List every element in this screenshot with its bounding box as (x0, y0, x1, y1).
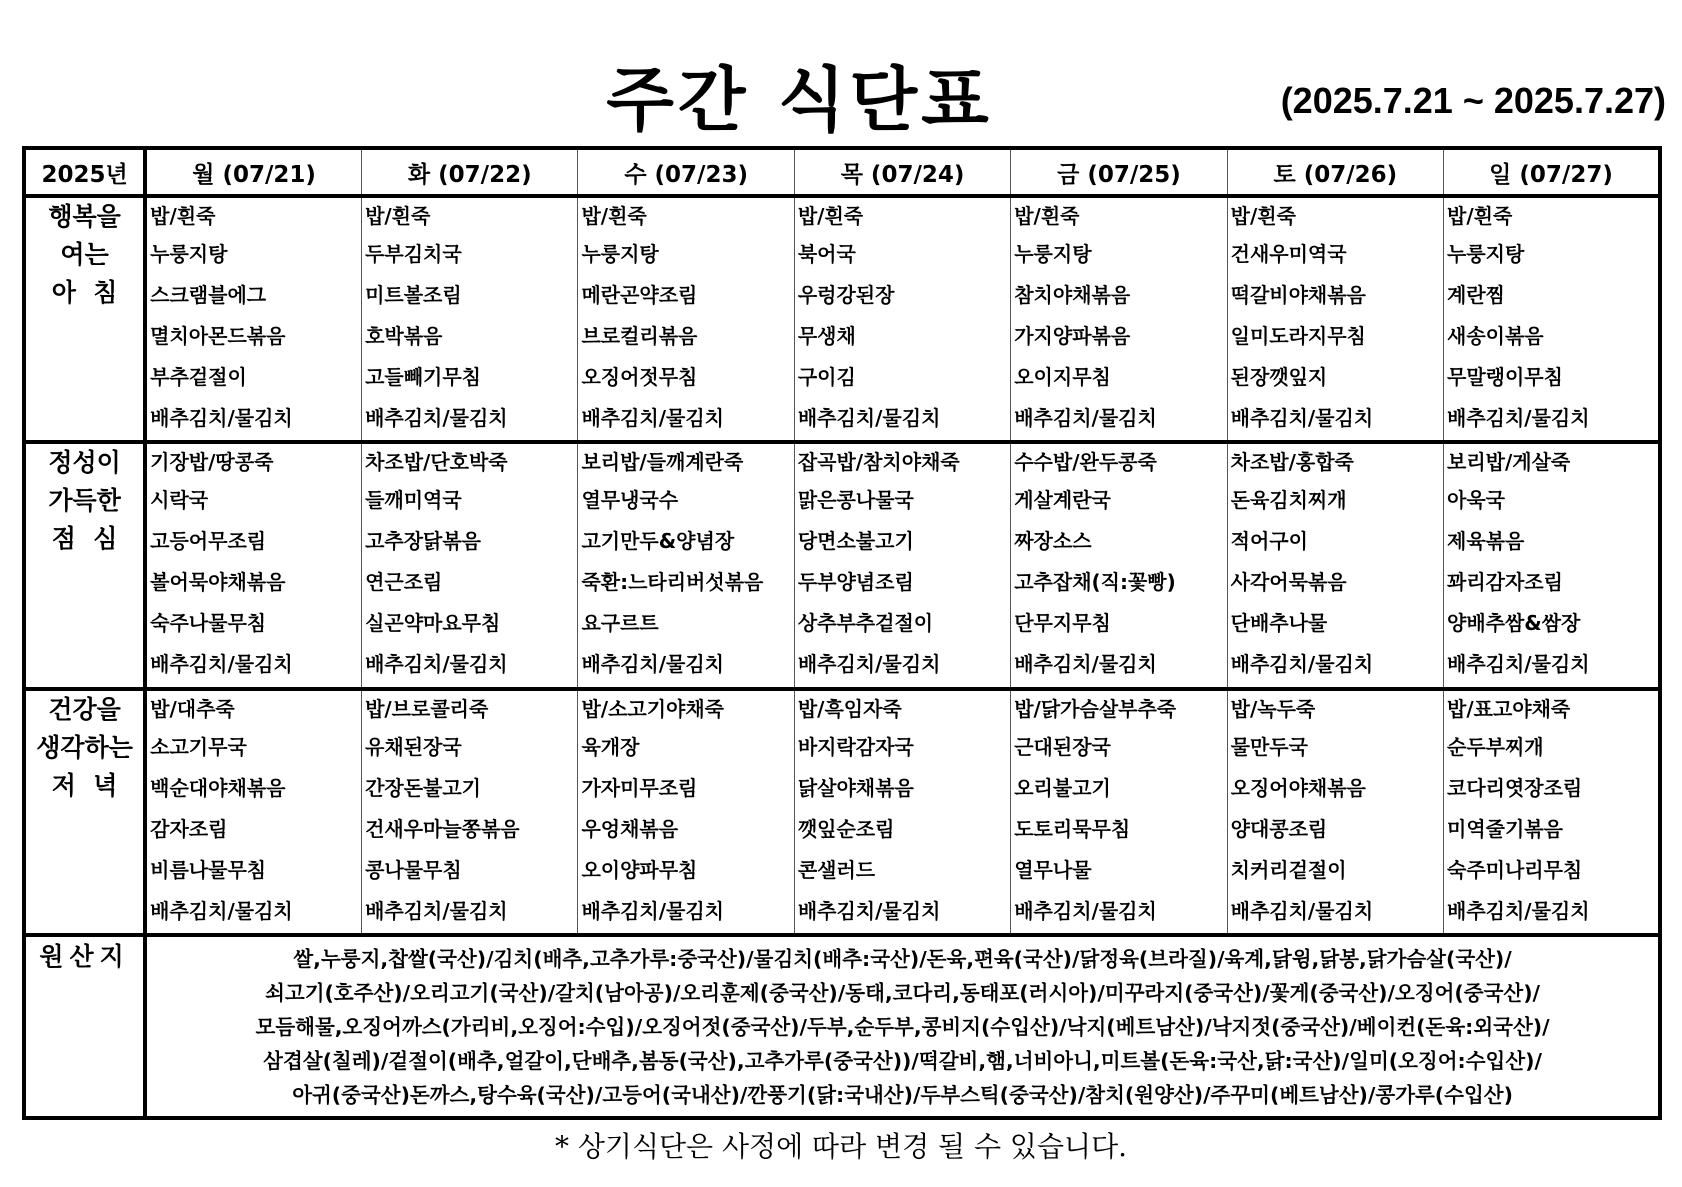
menu-list (362, 691, 577, 932)
menu-cell (794, 689, 1010, 935)
menu-item: 오이지무침 (1014, 365, 1111, 389)
menu-item: 아욱국 (1447, 488, 1505, 513)
menu-item: 미트볼조림 (365, 283, 462, 307)
menu-cell (1227, 689, 1443, 935)
menu-item: 스크램블에그 (150, 283, 267, 307)
menu-list (1011, 691, 1226, 932)
origin-line: 쇠고기(호주산)/오리고기(국산)/갈치(남아공)/오리훈제(중국산)/동태,코다리,동태포(러시아)/미꾸라지(중국산)/꽃게(중국산)/오징어(중국산)/ (265, 980, 1541, 1005)
menu-item: 오징어젓무침 (581, 365, 698, 389)
menu-item: 밥/흰죽 (1014, 204, 1080, 228)
page-title: 주간 식단표 (606, 59, 993, 141)
menu-item: 감자조림 (150, 816, 228, 841)
menu-item: 배추김치/물김치 (365, 898, 508, 923)
menu-item: 떡갈비야채볶음 (1230, 283, 1366, 307)
menu-item: 밥/소고기야채죽 (581, 696, 724, 721)
menu-item: 배추김치/물김치 (581, 652, 724, 677)
menu-item: 밥/흰죽 (150, 204, 216, 228)
menu-item: 근대된장국 (1014, 734, 1111, 759)
menu-item: 도토리묵무침 (1014, 816, 1131, 841)
menu-item: 밥/브로콜리죽 (365, 696, 489, 721)
menu-item: 배추김치/물김치 (150, 898, 293, 923)
meal-label-lunch (24, 442, 145, 688)
menu-item: 유채된장국 (365, 734, 462, 759)
menu-item: 호박볶음 (365, 324, 443, 348)
menu-item: 메란곤약조림 (581, 283, 698, 307)
origin-label: 원산지 (24, 935, 145, 1118)
meal-label-line: 정성이 (48, 448, 121, 478)
menu-cell (362, 196, 578, 442)
menu-cell (1227, 196, 1443, 442)
menu-item: 계란찜 (1447, 283, 1505, 307)
menu-item: 배추김치/물김치 (365, 652, 508, 677)
menu-item: 사각어묵볶음 (1230, 570, 1347, 595)
menu-item: 배추김치/물김치 (1230, 406, 1374, 430)
menu-item: 고추장닭볶음 (365, 529, 481, 554)
menu-item: 치커리겉절이 (1230, 857, 1347, 882)
day-header: 화 (07/22) (362, 148, 578, 196)
menu-list (1011, 444, 1226, 685)
menu-item: 일미도라지무침 (1230, 324, 1366, 348)
menu-item: 배추김치/물김치 (1014, 652, 1157, 677)
origin-text (145, 935, 1660, 1118)
menu-cell (794, 196, 1010, 442)
menu-item: 배추김치/물김치 (1447, 406, 1590, 430)
meal-label-line: 행복을 (48, 202, 121, 231)
weekly-menu-table (22, 146, 1662, 1120)
menu-item: 배추김치/물김치 (1230, 652, 1374, 677)
menu-cell (362, 689, 578, 935)
date-range: (2025.7.21 ~ 2025.7.27) (1280, 80, 1666, 121)
menu-list (362, 198, 577, 439)
menu-item: 숙주미나리무침 (1447, 857, 1583, 882)
menu-item: 적어구이 (1230, 529, 1308, 554)
menu-cell (362, 442, 578, 688)
menu-item: 시락국 (150, 488, 209, 513)
menu-item: 차조밥/홍합죽 (1230, 450, 1354, 475)
menu-item: 누룽지탕 (1014, 242, 1092, 266)
origin-line: 모듬해물,오징어까스(가리비,오징어:수입)/오징어젓(중국산)/두부,순두부,콩비지(수입산)/낙지(베트남산)/낙지젓(중국산)/베이컨(돈육:외국산)/ (255, 1014, 1550, 1039)
meal-row-dinner (24, 689, 1660, 935)
menu-item: 콩나물무침 (365, 857, 462, 882)
menu-item: 연근조림 (365, 570, 443, 595)
menu-item: 두부김치국 (365, 242, 462, 266)
menu-item: 배추김치/물김치 (581, 406, 724, 430)
menu-cell (578, 689, 794, 935)
menu-item: 가자미무조림 (581, 775, 698, 800)
menu-item: 육개장 (581, 734, 640, 759)
menu-list (1444, 198, 1658, 439)
menu-item: 고기만두&양념장 (581, 529, 735, 554)
menu-item: 배추김치/물김치 (365, 406, 508, 430)
origin-line: 아귀(중국산)돈까스,탕수육(국산)/고등어(국내산)/깐풍기(닭:국내산)/두부스틱(중국산)/참치(원양산)/주꾸미(베트남산)/콩가루(수입산) (292, 1082, 1513, 1107)
menu-item: 참치야채볶음 (1014, 283, 1131, 307)
day-header: 월 (07/21) (145, 148, 361, 196)
menu-item: 밥/흑임자죽 (797, 696, 902, 721)
meal-label-line: 점 심 (51, 524, 118, 554)
day-header: 토 (07/26) (1227, 148, 1443, 196)
menu-item: 소고기무국 (150, 734, 247, 759)
menu-item: 가지양파볶음 (1014, 324, 1131, 348)
menu-cell (1444, 442, 1660, 688)
menu-item: 밥/흰죽 (581, 204, 647, 228)
menu-item: 보리밥/들깨계란죽 (581, 450, 744, 475)
menu-item: 백순대야채볶음 (150, 775, 286, 800)
menu-item: 배추김치/물김치 (797, 406, 941, 430)
menu-item: 돈육김치찌개 (1230, 488, 1347, 513)
menu-item: 무말랭이무침 (1447, 365, 1563, 389)
menu-cell (578, 442, 794, 688)
menu-item: 우엉채볶음 (581, 816, 679, 841)
menu-item: 실곤약마요무침 (365, 611, 501, 636)
menu-list (1228, 198, 1443, 439)
menu-item: 기장밥/땅콩죽 (150, 450, 274, 475)
menu-cell (145, 689, 361, 935)
menu-list (362, 444, 577, 685)
menu-item: 들깨미역국 (365, 488, 462, 513)
origin-row (24, 935, 1660, 1118)
menu-item: 건새우마늘쫑볶음 (365, 816, 520, 841)
menu-item: 누룽지탕 (581, 242, 659, 266)
meal-label-dinner (24, 689, 145, 935)
menu-list (147, 444, 361, 685)
day-header: 수 (07/23) (578, 148, 794, 196)
menu-item: 바지락감자국 (797, 734, 914, 759)
meal-label-line: 가득한 (48, 486, 121, 516)
menu-cell (794, 442, 1010, 688)
menu-item: 배추김치/물김치 (1014, 406, 1157, 430)
change-notice: * 상기식단은 사정에 따라 변경 될 수 있습니다. (554, 1130, 1128, 1163)
menu-item: 비름나물무침 (150, 857, 267, 882)
menu-item: 맑은콩나물국 (797, 488, 914, 513)
menu-item: 누룽지탕 (150, 242, 228, 266)
menu-item: 새송이볶음 (1447, 324, 1544, 348)
menu-cell (1227, 442, 1443, 688)
menu-item: 미역줄기볶음 (1447, 816, 1563, 841)
menu-item: 배추김치/물김치 (581, 898, 724, 923)
menu-list (147, 691, 361, 932)
menu-item: 밥/녹두죽 (1230, 696, 1316, 721)
menu-list (578, 691, 793, 932)
menu-item: 간장돈불고기 (365, 775, 481, 800)
menu-item: 깻잎순조림 (797, 816, 895, 841)
origin-line: 쌀,누룽지,찹쌀(국산)/김치(배추,고추가루:중국산)/물김치(배추:국산)/돈육,편육(국산)/닭정육(브라질)/육계,닭윙,닭봉,닭가슴살(국산)/ (293, 946, 1512, 971)
menu-item: 밥/흰죽 (1447, 204, 1513, 228)
menu-item: 배추김치/물김치 (1447, 652, 1590, 677)
menu-list (795, 198, 1010, 439)
menu-item: 구이김 (797, 365, 856, 389)
menu-list (1444, 691, 1658, 932)
origin-line: 삼겹살(칠레)/겉절이(배추,얼갈이,단배추,봄동(국산),고추가루(중국산))/떡갈비,햄,너비아니,미트볼(돈육:국산,닭:국산)/일미(오징어:수입산)/ (263, 1048, 1542, 1073)
meal-label-line: 여는 (60, 240, 109, 269)
menu-item: 숙주나물무침 (150, 611, 267, 636)
year-header: 2025년 (24, 148, 145, 196)
menu-item: 보리밥/게살죽 (1447, 450, 1571, 475)
menu-item: 우렁강된장 (797, 283, 895, 307)
menu-list (795, 444, 1010, 685)
menu-item: 물만두국 (1230, 734, 1308, 759)
menu-item: 단배추나물 (1230, 611, 1328, 636)
menu-item: 차조밥/단호박죽 (365, 450, 508, 475)
menu-item: 밥/대추죽 (150, 696, 235, 721)
menu-list (1228, 691, 1443, 932)
menu-item: 양배추쌈&쌈장 (1447, 611, 1581, 636)
menu-item: 배추김치/물김치 (1447, 898, 1590, 923)
menu-item: 열무나물 (1014, 857, 1092, 882)
meal-label-line: 건강을 (48, 694, 121, 724)
meal-row-breakfast (24, 196, 1660, 442)
menu-item: 오리불고기 (1014, 775, 1111, 800)
menu-item: 브로컬리볶음 (581, 324, 698, 348)
menu-item: 볼어묵야채볶음 (150, 570, 286, 595)
menu-item: 열무냉국수 (581, 488, 679, 513)
menu-item: 코다리엿장조림 (1447, 775, 1583, 800)
menu-item: 고들빼기무침 (365, 365, 481, 389)
menu-item: 고추잡채(직:꽃빵) (1014, 570, 1176, 595)
menu-item: 고등어무조림 (150, 529, 267, 554)
menu-item: 제육볶음 (1447, 529, 1525, 554)
menu-item: 양대콩조림 (1230, 816, 1328, 841)
header-row (24, 148, 1660, 196)
menu-item: 수수밥/완두콩죽 (1014, 450, 1157, 475)
menu-item: 배추김치/물김치 (150, 652, 293, 677)
menu-cell (145, 442, 361, 688)
menu-cell (1444, 196, 1660, 442)
menu-item: 오이양파무침 (581, 857, 698, 882)
menu-item: 부추겉절이 (150, 365, 247, 389)
menu-list (1444, 444, 1658, 685)
menu-cell (1011, 442, 1227, 688)
menu-item: 잡곡밥/참치야채죽 (797, 450, 960, 475)
menu-list (795, 691, 1010, 932)
menu-item: 밥/흰죽 (1230, 204, 1296, 228)
menu-item: 밥/표고야채죽 (1447, 696, 1571, 721)
menu-item: 배추김치/물김치 (150, 406, 293, 430)
menu-item: 누룽지탕 (1447, 242, 1525, 266)
meal-row-lunch (24, 442, 1660, 688)
meal-label-line: 아 침 (51, 278, 118, 307)
day-header: 금 (07/25) (1011, 148, 1227, 196)
menu-item: 배추김치/물김치 (1230, 898, 1374, 923)
menu-item: 당면소불고기 (797, 529, 914, 554)
menu-cell (145, 196, 361, 442)
menu-list (578, 444, 793, 685)
menu-item: 된장깻잎지 (1230, 365, 1328, 389)
menu-item: 북어국 (797, 242, 856, 266)
menu-list (147, 198, 361, 439)
menu-cell (1011, 196, 1227, 442)
menu-item: 무생채 (797, 324, 856, 348)
menu-item: 요구르트 (581, 611, 659, 636)
menu-item: 게살계란국 (1014, 488, 1111, 513)
menu-item: 두부양념조림 (797, 570, 914, 595)
menu-list (578, 198, 793, 439)
menu-list (1011, 198, 1226, 439)
menu-item: 건새우미역국 (1230, 242, 1347, 266)
day-header: 일 (07/27) (1444, 148, 1660, 196)
menu-item: 짜장소스 (1014, 529, 1092, 554)
menu-item: 멸치아몬드볶음 (150, 324, 286, 348)
menu-cell (1011, 689, 1227, 935)
menu-item: 상추부추겉절이 (797, 611, 934, 636)
menu-list (1228, 444, 1443, 685)
menu-item: 밥/흰죽 (797, 204, 864, 228)
meal-label-line: 저 녁 (51, 770, 118, 800)
menu-item: 배추김치/물김치 (797, 652, 941, 677)
menu-item: 오징어야채볶음 (1230, 775, 1366, 800)
menu-item: 단무지무침 (1014, 611, 1111, 636)
menu-cell (578, 196, 794, 442)
menu-item: 순두부찌개 (1447, 734, 1544, 759)
menu-item: 콘샐러드 (797, 857, 876, 882)
menu-item: 밥/흰죽 (365, 204, 431, 228)
meal-label-breakfast (24, 196, 145, 442)
menu-item: 죽환:느타리버섯볶음 (581, 570, 764, 595)
day-header: 목 (07/24) (794, 148, 1010, 196)
menu-item: 밥/닭가슴살부추죽 (1014, 696, 1177, 721)
menu-item: 배추김치/물김치 (797, 898, 941, 923)
menu-item: 배추김치/물김치 (1014, 898, 1157, 923)
meal-label-line: 생각하는 (36, 732, 133, 762)
menu-item: 닭살야채볶음 (797, 775, 914, 800)
menu-item: 꽈리감자조림 (1447, 570, 1563, 595)
menu-cell (1444, 689, 1660, 935)
